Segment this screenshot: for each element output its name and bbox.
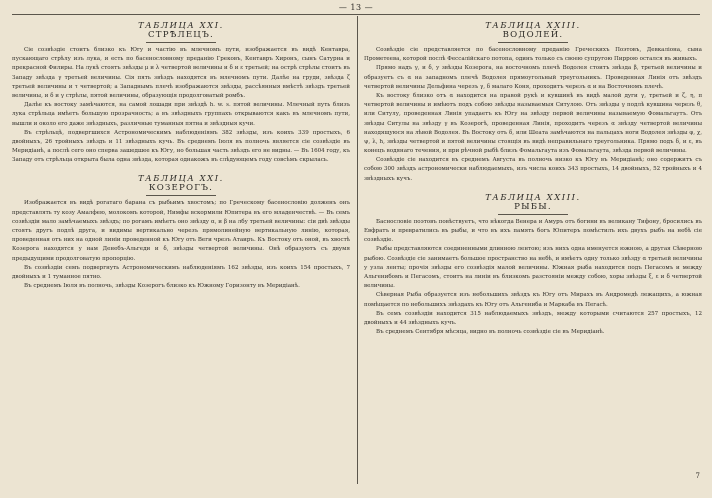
paragraph: Къ востоку близко отъ α находится на правой рукѣ и кувшинѣ въ видѣ малой дуги γ, третьей и ζ, η, π четвертой величины и имѣютъ подъ собою звѣзды называемыя Ситулою. Отъ звѣзды γ подлѣ кувшина черезъ θ, или Ситулу, проведенная Линія упадаетъ къ Югу на звѣзду первой величины называемую Фомальгаутъ. Отъ звѣзды Ситулы на звѣзду γ въ Козерогѣ, проведенная Линія, проходитъ черезъ α звѣзду четвертой величины находящуюся на лѣвой Водолея. Въ Востоку отъ δ, или Шеата замѣчаются на пальцахъ ноги Водолея звѣзды φ, χ, ψ, λ, h, звѣзды четвертой и пятой величины стоящія въ видѣ неправильнаго треугольника. Прямо подъ δ, и ε, въ конецъ водянаго течения, и при рѣчной рыбѣ близъ Фомальгаута изъ Фомальгаута, звѣзда первой величины. bbox=[364, 92, 702, 155]
table-heading: ТАБЛИЦА XXIII. bbox=[485, 191, 581, 202]
paragraph: Въ созвѣздіи семъ подвергнуть Астрономическимъ наблюденіямъ 162 звѣзды, изъ коихъ 154 простыхъ, 7 двойныхъ и 1 туманное пятно. bbox=[12, 264, 350, 280]
paragraph: Прямо надъ γ, и δ, у звѣзды Козерога, на восточномъ плечѣ Водолея стоитъ звѣзда β, третьей величины и образуетъ съ α на западномъ плечѣ Водолея прямоугольный треугольникъ. Проведенная Линія отъ звѣздъ четвертой величины Дельфина черезъ γ, δ малаго Коня, проходитъ черезъ α и на Восточномъ плечѣ. bbox=[364, 65, 702, 90]
paragraph: Созвѣздіе сіе представляется по басенословному преданію Греческихъ Поэтовъ, Девкаліона, сына Прометеева, которой послѣ Фессалійскаго потопа, одинъ только съ своею супругою Пиррою остался въ живыхъ. bbox=[364, 47, 702, 63]
section-title: РЫБЫ. bbox=[514, 201, 552, 212]
table-heading: ТАБЛИЦА XXIII. bbox=[485, 20, 581, 30]
paragraph: Созвѣздіе сіе находится въ среднемъ Августа въ полночь низко къ Югу въ Меридіанѣ; оно содержитъ съ собою 300 звѣздъ астрономически наблюдаемыхъ, изъ числа коихъ 343 простыхъ, 14 двойныхъ, 52 тройныхъ и 4 звѣздныхъ кучъ. bbox=[364, 157, 702, 182]
printer-signature: 7 bbox=[695, 472, 700, 480]
title-rule bbox=[498, 42, 568, 43]
paragraph: Изображается въ видѣ рогатаго барана съ рыбьимъ хвостомъ; по Греческому басенословію долженъ онъ представлять ту козу Амалфею, молокомъ которой, Нимфы вскормили Юпитера въ его младенчествѣ. — Въ семъ созвѣздіи мало замѣчаемыхъ звѣздъ; по рогамъ имѣетъ оно звѣзду α, и β на лбу третьей величины: сіи двѣ звѣзды стоятъ другъ подлѣ друга, и видимы вертикально черезъ прямолинейную вертикальную линію, которая, проведенная отъ них на одной линіи проведенной къ Югу отъ Веги чрезъ Атаиръ. Къ Востоку отъ оной, въ хвостѣ Козерога находятся у нам Денебъ-Альгеди и δ, звѣзды четвертой величины. Онѣ образуютъ съ двумя предыдущими продолговатую пропорцію. bbox=[12, 200, 350, 262]
page-number: — 13 — bbox=[338, 3, 374, 12]
section-title: ВОДОЛЕЙ. bbox=[502, 30, 564, 40]
title-rule bbox=[146, 195, 216, 196]
section-title: КОЗЕРОГЪ. bbox=[148, 183, 214, 194]
right-column bbox=[364, 18, 702, 337]
column-divider bbox=[357, 16, 358, 484]
paragraph: Въ среднемъ Іюля въ полночь, звѣзды Козерогъ близко къ Южному Горизонту въ Меридіанѣ. bbox=[24, 283, 300, 290]
section-sagittarius bbox=[12, 20, 350, 165]
title-rule bbox=[498, 214, 568, 215]
paragraph: Баснословіе поэтовъ повѣствуетъ, что нѣкогда Венера и Амуръ отъ богини въ великану Тифону, бросились въ Евфратъ и превратились въ рыбы, и что въ ихъ память богъ Юпитеръ помѣстилъ ихъ двухъ рыбъ на небѣ сіе созвѣздіе. bbox=[364, 218, 702, 244]
section-capricorn bbox=[12, 173, 350, 291]
table-heading: ТАБЛИЦА XXI. bbox=[138, 173, 224, 184]
paragraph: Сѣверная Рыба образуется изъ небольшихъ звѣздъ къ Югу отъ Мирахъ въ Андромедѣ лежащихъ, а южная помѣщается по небольшихъ звѣздахъ къ Югу отъ Альгениба и Маркаба въ Пегасѣ. bbox=[364, 292, 702, 308]
left-column bbox=[12, 18, 350, 291]
table-heading: ТАБЛИЦА XXI. bbox=[138, 20, 224, 30]
paragraph: Въ среднемъ Сентября мѣсяца, видно въ полночь созвѣздіе сіе въ Меридіанѣ. bbox=[376, 329, 605, 336]
section-pisces bbox=[364, 192, 702, 337]
section-aquarius bbox=[364, 20, 702, 184]
section-title: СТРѢЛЕЦЪ. bbox=[148, 30, 214, 40]
paragraph: Рыбы представляются соединенными длинною лентою; изъ нихъ одна именуется южною, а другая Сѣверною рыбою. Созвѣздіе сіе занимаетъ большое пространство на небѣ, и имѣетъ одну только звѣзду α третьей величины у узла ленты; прочія звѣзды его созвѣздія малой величины. Южная рыба находится подъ Пегасомъ и между Альгенибомъ и Пегасомъ, стоитъ на линіи въ близкомъ разстояніи между собою, хоры звѣзды ξ, ε и δ четвертой величины. bbox=[364, 246, 702, 290]
paragraph: Далѣе къ востоку замѣчаются, на самой лошади при звѣздѣ h. w. s. пятой величины. Млечный путь близъ лука стрѣльца имѣетъ большую прозрачность; а въ звѣздныхъ группахъ открываются какъ въ млечномъ пути, вышли и около его даже звѣздныхъ, различные туманныя пятна и звѣздныя кучи. bbox=[12, 102, 350, 127]
paragraph: Въ семъ созвѣздіи находится 315 наблюдаемыхъ звѣздъ, между которыми считаются 257 простыхъ, 12 двойныхъ и 44 звѣздныхъ кучъ. bbox=[364, 310, 702, 326]
top-rule bbox=[12, 14, 700, 15]
paragraph: Сіе созвѣздіе стоитъ близко къ Югу и частію въ млечномъ пути, изображается въ видѣ Кентавра, пускающаго стрѣлу изъ лука, и есть по басенословному преданію Грековъ, Кентавръ Хиронъ, сынъ Сатурна и прекрасной Филиры. На лукѣ стоятъ звѣзды μ и λ четвертой величины и δ и ε третьей; на острѣ стрѣлы стоитъ въ Западу звѣзда γ третьей величины. Сія пять звѣздъ находятся въ млечномъ пути. Далѣе на груди, звѣзда ζ третьей величины и τ четвертой; а Западнымъ плечѣ изображаются звѣзды, рассѣянныя вмѣстѣ звѣздъ третьей величины, и δ и γ стрѣлы, пятой величины, образующія продолговатый ромбъ. bbox=[12, 47, 350, 99]
paragraph: Въ стрѣльцѣ, подвергшихся Астрономическимъ наблюденіямъ 382 звѣзды, изъ коихъ 339 простыхъ, 6 двойныхъ, 26 тройныхъ звѣздъ и 11 звѣздныхъ кучь. Въ среднемъ Іюля въ полночь является сіе созвѣздіе въ Меридіанѣ, а послѣ сего оно сперва зашедшее къ Югу, но большая часть звѣздъ его не видны. — Въ 1604 году, къ Западу отъ стрѣльца открыта была одна звѣзда, которая однакожъ въ слѣдующемъ году совсѣмъ скрылась. bbox=[12, 129, 350, 164]
title-rule bbox=[146, 42, 216, 43]
